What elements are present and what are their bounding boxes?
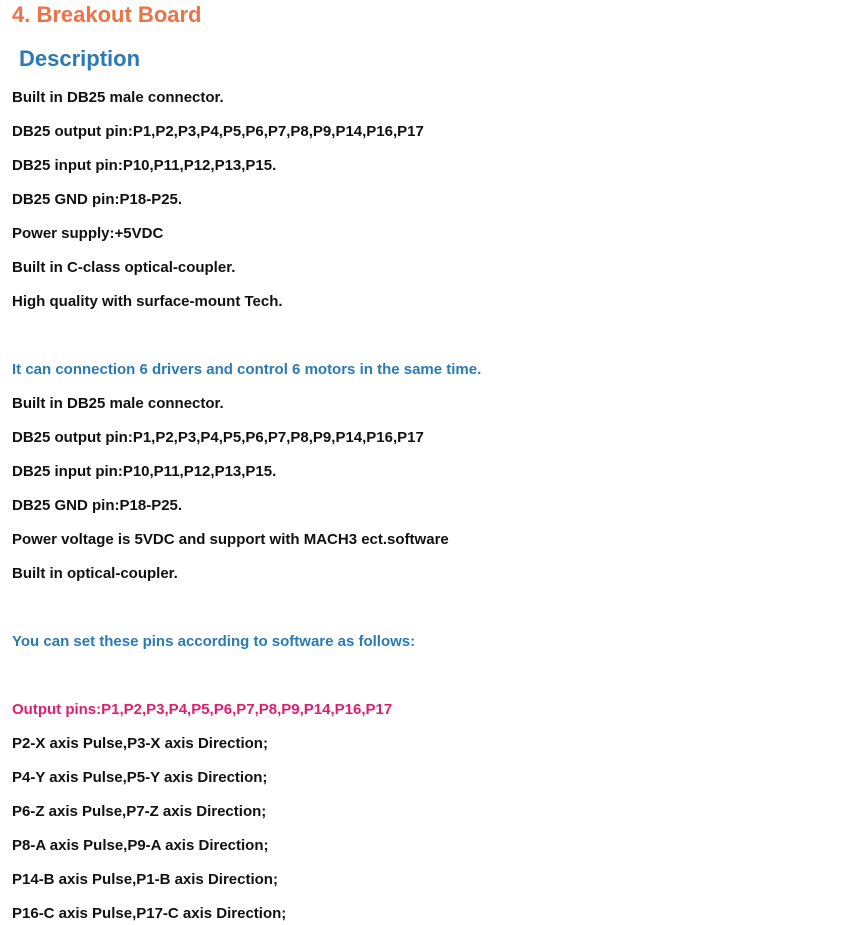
description-line: DB25 GND pin:P18-P25.: [12, 191, 183, 208]
capability-heading: It can connection 6 drivers and control 6 motors in the same time.: [12, 361, 482, 378]
pin-mapping-line: P14-B axis Pulse,P1-B axis Direction;: [12, 871, 278, 888]
capability-line: Built in DB25 male connector.: [12, 395, 224, 412]
description-line: Built in C-class optical-coupler.: [12, 259, 236, 276]
capability-line: DB25 GND pin:P18-P25.: [12, 497, 183, 514]
description-line: Built in DB25 male connector.: [12, 89, 224, 106]
capability-line: Power voltage is 5VDC and support with MACH3 ect.software: [12, 531, 449, 548]
capability-line: DB25 input pin:P10,P11,P12,P13,P15.: [12, 463, 277, 480]
capability-line: DB25 output pin:P1,P2,P3,P4,P5,P6,P7,P8,P9,P14,P16,P17: [12, 429, 424, 446]
pin-mapping-line: P4-Y axis Pulse,P5-Y axis Direction;: [12, 769, 268, 786]
pin-mapping-line: P6-Z axis Pulse,P7-Z axis Direction;: [12, 803, 267, 820]
description-heading: Description: [19, 46, 141, 71]
pin-mapping-line: P16-C axis Pulse,P17-C axis Direction;: [12, 905, 287, 922]
capability-line: Built in optical-coupler.: [12, 565, 178, 582]
pin-mapping-line: P8-A axis Pulse,P9-A axis Direction;: [12, 837, 269, 854]
output-pins-label: Output pins:P1,P2,P3,P4,P5,P6,P7,P8,P9,P14,P16,P17: [12, 701, 393, 718]
pins-heading: You can set these pins according to software as follows:: [12, 633, 416, 650]
description-line: DB25 output pin:P1,P2,P3,P4,P5,P6,P7,P8,P9,P14,P16,P17: [12, 123, 424, 140]
description-line: High quality with surface-mount Tech.: [12, 293, 283, 310]
pin-mapping-line: P2-X axis Pulse,P3-X axis Direction;: [12, 735, 268, 752]
description-line: DB25 input pin:P10,P11,P12,P13,P15.: [12, 157, 277, 174]
section-title: 4. Breakout Board: [12, 2, 202, 27]
description-line: Power supply:+5VDC: [12, 225, 164, 242]
